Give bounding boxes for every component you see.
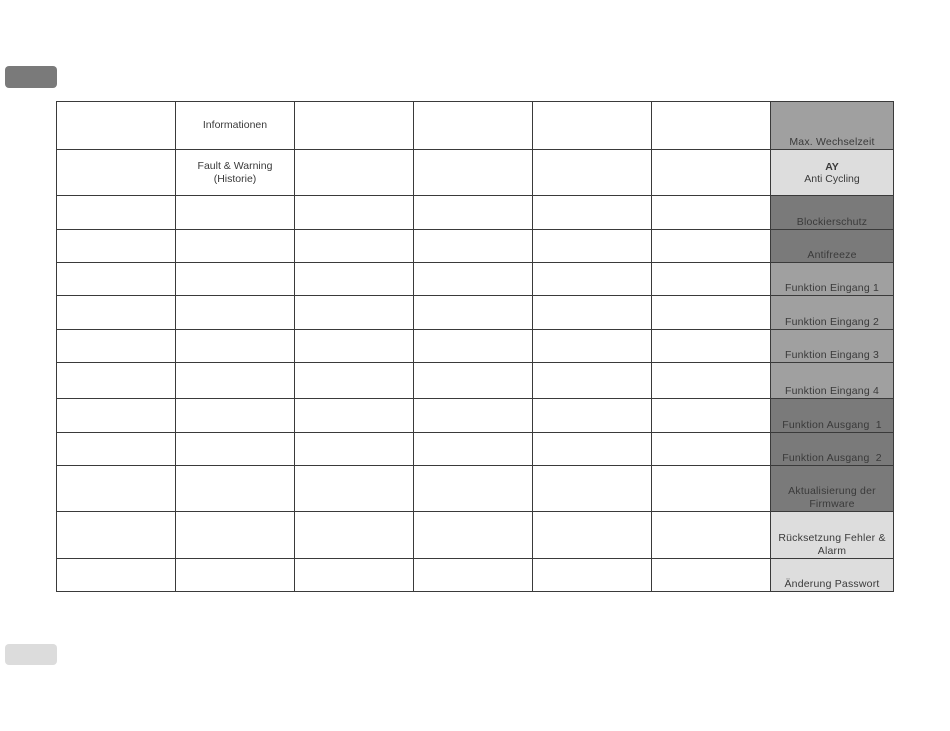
empty-cell — [295, 466, 414, 512]
empty-cell — [176, 559, 295, 592]
empty-cell — [652, 512, 771, 559]
empty-cell — [533, 263, 652, 296]
empty-cell — [652, 363, 771, 399]
empty-cell — [652, 102, 771, 150]
empty-cell — [295, 296, 414, 330]
menu-cell-anti-cycling — [771, 150, 894, 196]
empty-cell — [295, 399, 414, 433]
table-row — [57, 399, 894, 433]
menu-cell-eingang-3 — [771, 330, 894, 363]
cell-label: Änderung Passwort — [784, 578, 880, 590]
cell-label-line2: (Historie) — [213, 172, 257, 185]
cell-label-line1: Rücksetzung Fehler & — [778, 532, 886, 544]
empty-cell — [57, 512, 176, 559]
empty-cell — [57, 263, 176, 296]
empty-cell — [295, 196, 414, 230]
table-row — [57, 466, 894, 512]
empty-cell — [176, 433, 295, 466]
empty-cell — [652, 150, 771, 196]
empty-cell — [57, 102, 176, 150]
empty-cell — [414, 559, 533, 592]
empty-cell — [57, 466, 176, 512]
menu-cell-ausgang-1 — [771, 399, 894, 433]
empty-cell — [533, 230, 652, 263]
table-row — [57, 512, 894, 559]
empty-cell — [57, 363, 176, 399]
empty-cell — [295, 363, 414, 399]
cell-label: Funktion Eingang 4 — [784, 385, 880, 397]
empty-cell — [533, 150, 652, 196]
empty-cell — [57, 230, 176, 263]
empty-cell — [57, 433, 176, 466]
empty-cell — [176, 363, 295, 399]
empty-cell — [414, 230, 533, 263]
empty-cell — [652, 559, 771, 592]
empty-cell — [176, 296, 295, 330]
menu-cell-antifreeze — [771, 230, 894, 263]
empty-cell — [414, 330, 533, 363]
empty-cell — [57, 196, 176, 230]
menu-cell-reset-alarm — [771, 512, 894, 559]
empty-cell — [295, 102, 414, 150]
empty-cell — [414, 102, 533, 150]
empty-cell — [652, 466, 771, 512]
empty-cell — [57, 150, 176, 196]
empty-cell — [414, 196, 533, 230]
empty-cell — [176, 196, 295, 230]
empty-cell — [57, 559, 176, 592]
menu-overview-table — [56, 101, 894, 592]
empty-cell — [295, 230, 414, 263]
empty-cell — [414, 363, 533, 399]
menu-cell-eingang-4 — [771, 363, 894, 399]
empty-cell — [57, 330, 176, 363]
empty-cell — [533, 433, 652, 466]
empty-cell — [414, 433, 533, 466]
empty-cell — [533, 196, 652, 230]
empty-cell — [176, 466, 295, 512]
empty-cell — [533, 559, 652, 592]
empty-cell — [176, 330, 295, 363]
cell-label-line2: Alarm — [817, 545, 847, 557]
empty-cell — [414, 399, 533, 433]
empty-cell — [57, 296, 176, 330]
menu-code: AY — [825, 160, 839, 173]
menu-cell-passwort — [771, 559, 894, 592]
table-row — [57, 230, 894, 263]
menu-cell-informationen — [176, 102, 295, 150]
section-tab-bottom — [5, 644, 57, 665]
empty-cell — [414, 296, 533, 330]
empty-cell — [652, 196, 771, 230]
menu-cell-eingang-1 — [771, 263, 894, 296]
cell-label-line1: Aktualisierung der — [788, 485, 876, 497]
cell-label: Funktion Eingang 2 — [784, 316, 880, 328]
empty-cell — [533, 399, 652, 433]
table-row — [57, 196, 894, 230]
table-row — [57, 363, 894, 399]
empty-cell — [533, 466, 652, 512]
menu-cell-fault-warning — [176, 150, 295, 196]
table-row — [57, 150, 894, 196]
cell-label: Funktion Ausgang 2 — [782, 452, 882, 464]
cell-label-line1: Fault & Warning — [197, 159, 273, 172]
empty-cell — [295, 150, 414, 196]
empty-cell — [176, 512, 295, 559]
menu-cell-eingang-2 — [771, 296, 894, 330]
cell-label: Funktion Ausgang 1 — [782, 419, 882, 431]
empty-cell — [652, 330, 771, 363]
cell-label: Informationen — [202, 119, 268, 131]
table-row — [57, 559, 894, 592]
menu-cell-max-wechselzeit — [771, 102, 894, 150]
menu-cell-blockierschutz — [771, 196, 894, 230]
empty-cell — [295, 559, 414, 592]
cell-label: Blockierschutz — [796, 216, 868, 228]
empty-cell — [414, 150, 533, 196]
table-row — [57, 330, 894, 363]
empty-cell — [295, 512, 414, 559]
empty-cell — [414, 263, 533, 296]
empty-cell — [176, 230, 295, 263]
empty-cell — [533, 296, 652, 330]
empty-cell — [652, 296, 771, 330]
empty-cell — [652, 433, 771, 466]
empty-cell — [176, 399, 295, 433]
cell-label: Funktion Eingang 3 — [784, 349, 880, 361]
table-row — [57, 102, 894, 150]
empty-cell — [176, 263, 295, 296]
empty-cell — [295, 263, 414, 296]
cell-label-line2: Firmware — [809, 498, 855, 510]
section-tab-top — [5, 66, 57, 88]
empty-cell — [295, 330, 414, 363]
empty-cell — [652, 399, 771, 433]
empty-cell — [652, 230, 771, 263]
table-row — [57, 433, 894, 466]
empty-cell — [652, 263, 771, 296]
empty-cell — [533, 102, 652, 150]
empty-cell — [295, 433, 414, 466]
empty-cell — [533, 363, 652, 399]
menu-cell-ausgang-2 — [771, 433, 894, 466]
empty-cell — [414, 512, 533, 559]
menu-cell-firmware — [771, 466, 894, 512]
empty-cell — [533, 330, 652, 363]
cell-label: Funktion Eingang 1 — [784, 282, 880, 294]
cell-label: Anti Cycling — [804, 172, 860, 185]
cell-label: Antifreeze — [807, 249, 857, 261]
table-row — [57, 296, 894, 330]
cell-label: Max. Wechselzeit — [789, 136, 875, 148]
empty-cell — [57, 399, 176, 433]
empty-cell — [533, 512, 652, 559]
empty-cell — [414, 466, 533, 512]
table-row — [57, 263, 894, 296]
